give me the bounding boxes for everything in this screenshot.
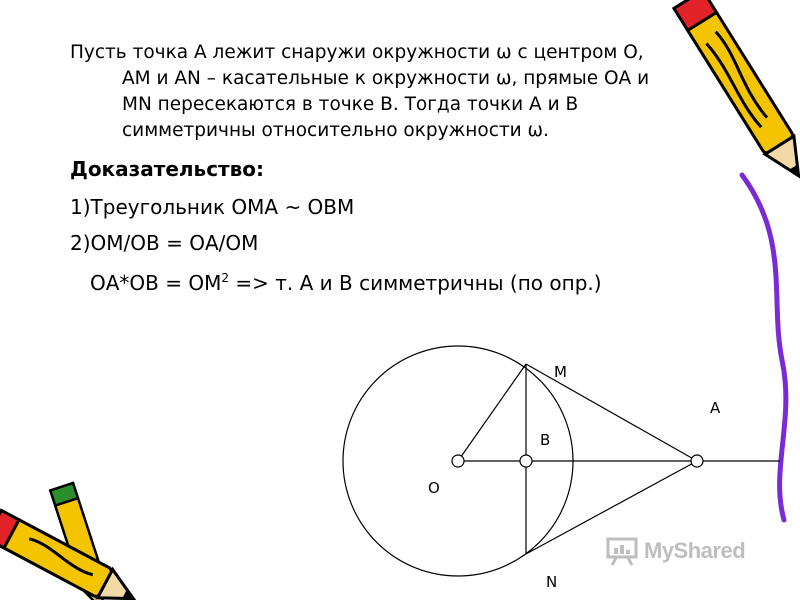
proof-step-2: 2)ОМ/ОВ = ОА/ОМ [70, 231, 259, 255]
proof-step-3-lhs: ОА*ОВ = ОМ [90, 271, 222, 295]
statement-line-1: Пусть точка А лежит снаружи окружности ω с центром О, [70, 42, 644, 63]
proof-heading: Доказательство: [70, 157, 265, 181]
statement-line-2: АМ и АN – касательные к окружности ω, прямые ОА и [122, 68, 650, 89]
watermark-text: MyShared [644, 538, 746, 563]
proof-step-1: 1)Треугольник ОМА ~ ОВМ [70, 195, 355, 219]
label-B: B [540, 431, 551, 449]
label-A: A [710, 399, 721, 417]
proof-step-3-rhs: => т. А и В симметричны (по опр.) [229, 271, 602, 295]
label-M: M [554, 363, 567, 381]
label-O: O [428, 479, 440, 497]
statement-line-4: симметричны относительно окружности ω. [122, 120, 549, 141]
myshared-watermark [606, 536, 745, 566]
statement-line-3: MN пересекаются в точке В. Тогда точки А и В [122, 94, 579, 115]
presentation-board-icon [606, 536, 638, 566]
label-N: N [546, 573, 558, 591]
proof-step-3-exponent: 2 [221, 271, 229, 285]
